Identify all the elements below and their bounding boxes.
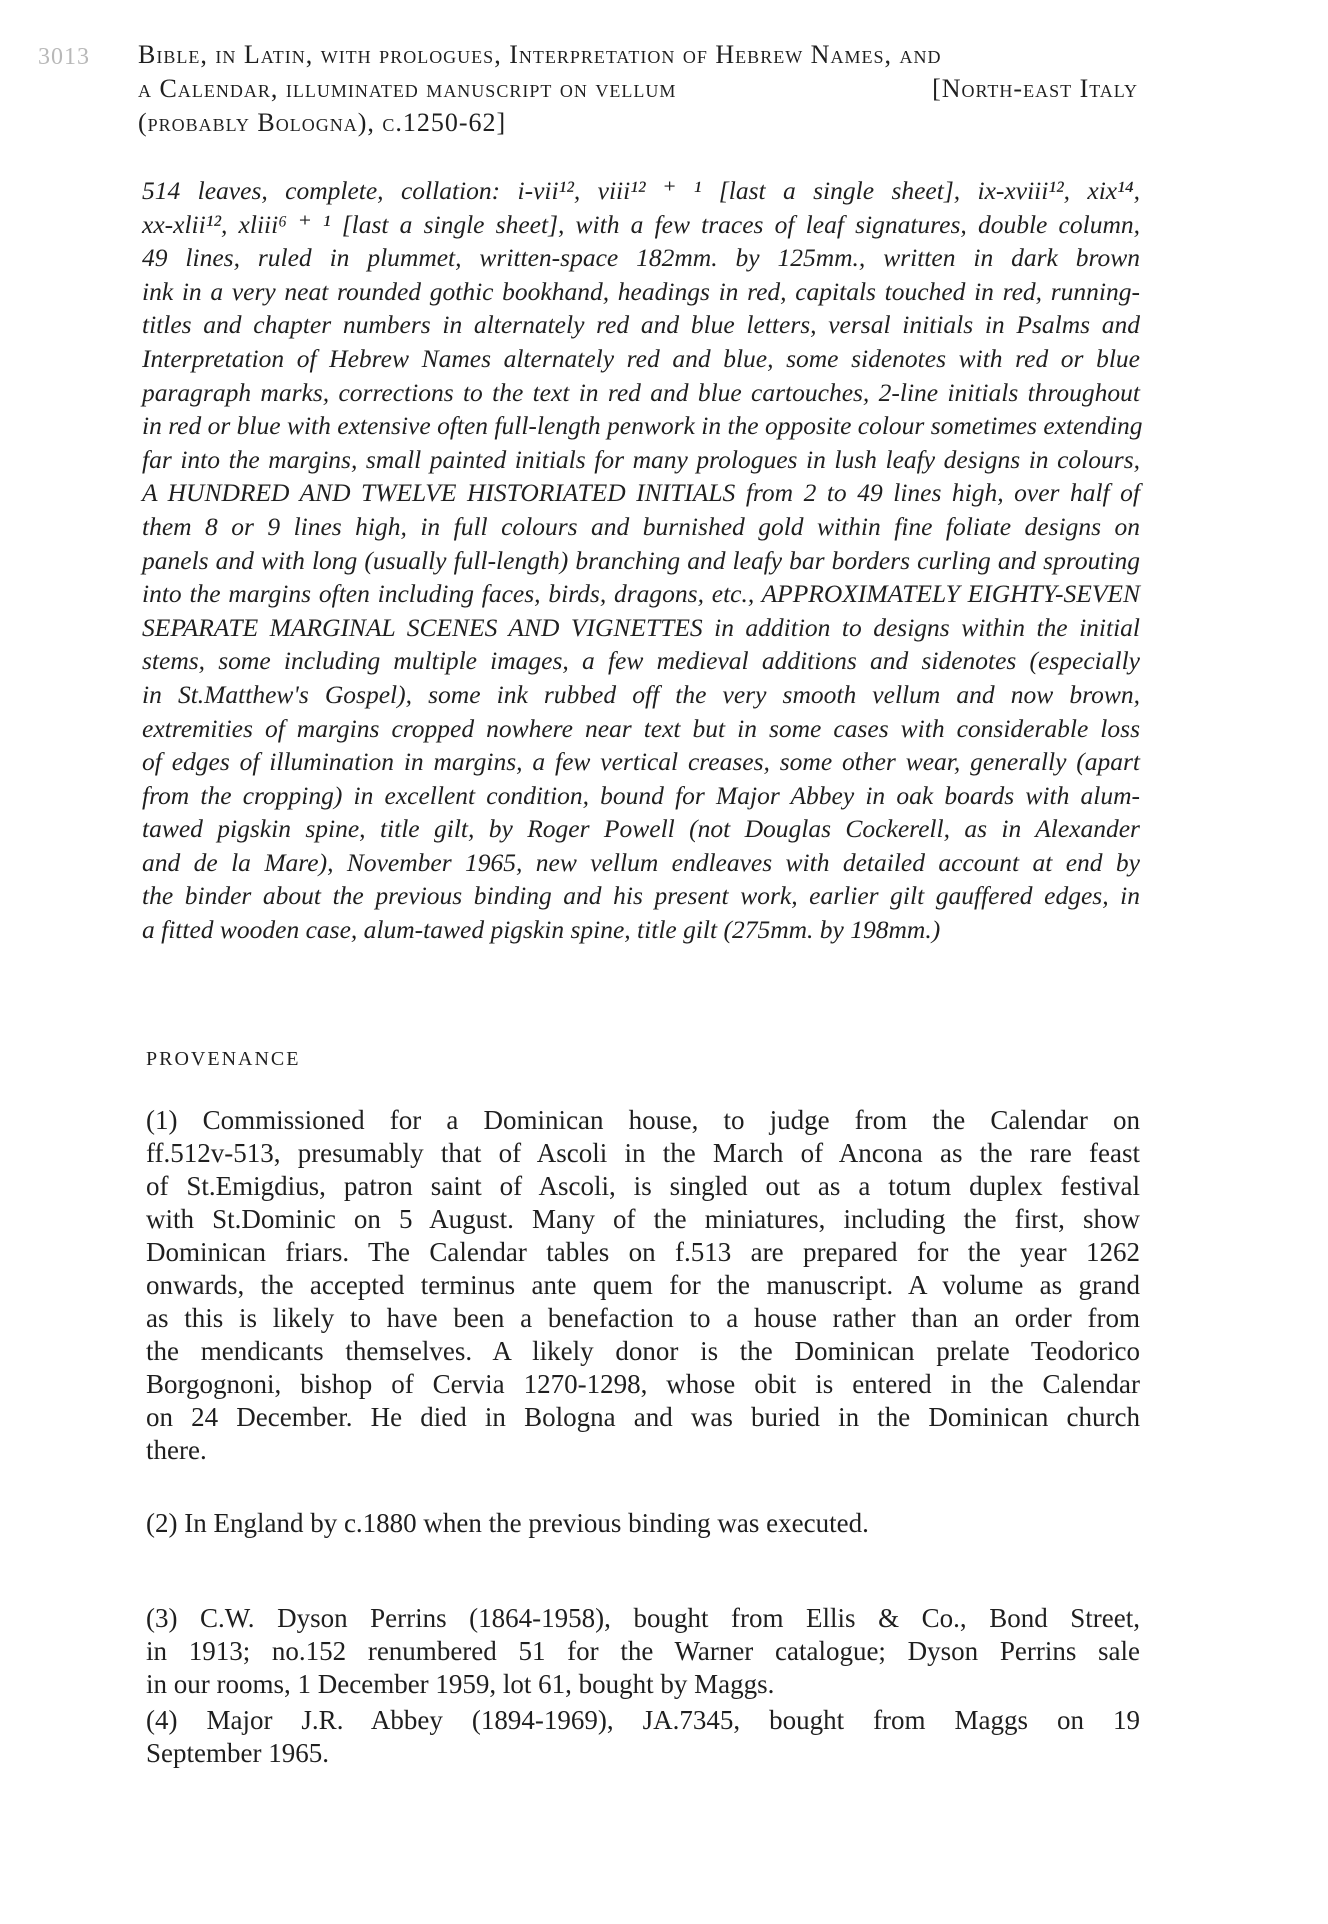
- description-line: panels and with long (usually full-length) branching and leafy bar borders curling and sprouting: [142, 545, 1140, 575]
- provenance-1-line: onwards, the accepted terminus ante quem for the manuscript. A volume as grand: [146, 1270, 1140, 1300]
- description-line: titles and chapter numbers in alternately red and blue letters, versal initials in Psalms and: [142, 310, 1140, 340]
- provenance-3-line: in 1913; no.152 renumbered 51 for the Warner catalogue; Dyson Perrins sale: [146, 1636, 1140, 1666]
- description-line: a fitted wooden case, alum-tawed pigskin spine, title gilt (275mm. by 198mm.): [142, 915, 941, 945]
- lot-heading: [138, 38, 1138, 140]
- description-line: into the margins often including faces, birds, dragons, etc., APPROXIMATELY EIGHTY-SEVEN: [142, 579, 1140, 609]
- provenance-1-line: ff.512v-513, presumably that of Ascoli in the March of Ancona as the rare feast: [146, 1138, 1140, 1168]
- lot-number: 3013: [38, 44, 90, 70]
- provenance-1-line: the mendicants themselves. A likely donor is the Dominican prelate Teodorico: [146, 1336, 1140, 1366]
- provenance-2-line: (2) In England by c.1880 when the previous binding was executed.: [146, 1508, 869, 1538]
- heading-line-2-right: [North-east Italy: [932, 74, 1138, 103]
- description-line: the binder about the previous binding and his present work, earlier gilt gauffered edges, in: [142, 881, 1140, 911]
- description-line: SEPARATE MARGINAL SCENES AND VIGNETTES in addition to designs within the initial: [142, 612, 1140, 642]
- description-line: in red or blue with extensive often full-length penwork in the opposite colour sometimes extending: [142, 411, 1143, 441]
- provenance-entry-1: [146, 1104, 1140, 1467]
- provenance-1-line: there.: [146, 1435, 207, 1465]
- provenance-1-line: as this is likely to have been a benefaction to a house rather than an order from: [146, 1303, 1140, 1333]
- description-line: far into the margins, small painted initials for many prologues in lush leafy designs in colours,: [142, 444, 1140, 474]
- provenance-3-line: (3) C.W. Dyson Perrins (1864-1958), bought from Ellis & Co., Bond Street,: [146, 1603, 1140, 1633]
- description-line: stems, some including multiple images, a few medieval additions and sidenotes (especially: [142, 646, 1140, 676]
- provenance-1-line: with St.Dominic on 5 August. Many of the miniatures, including the first, show: [146, 1204, 1140, 1234]
- provenance-1-line: Borgognoni, bishop of Cervia 1270-1298, whose obit is entered in the Calendar: [146, 1369, 1140, 1399]
- description-line: 49 lines, ruled in plummet, written-space 182mm. by 125mm., written in dark brown: [142, 243, 1140, 273]
- provenance-1-line: Dominican friars. The Calendar tables on f.513 are prepared for the year 1262: [146, 1237, 1140, 1267]
- description-line: and de la Mare), November 1965, new vellum endleaves with detailed account at end by: [142, 847, 1140, 877]
- provenance-entry-4: [146, 1704, 1140, 1770]
- description-line: them 8 or 9 lines high, in full colours and burnished gold within fine foliate designs on: [142, 511, 1140, 541]
- heading-line-1: Bible, in Latin, with prologues, Interpretation of Hebrew Names, and: [138, 40, 942, 69]
- provenance-heading: PROVENANCE: [146, 1048, 301, 1070]
- description-line: 514 leaves, complete, collation: i-vii¹², viii¹² ⁺ ¹ [last a single sheet], ix-xviii¹², xix¹⁴,: [142, 176, 1140, 205]
- provenance-entry-3: [146, 1602, 1140, 1701]
- provenance-entry-2: [146, 1507, 1140, 1540]
- description-line: paragraph marks, corrections to the text in red and blue cartouches, 2-line initials throughout: [142, 377, 1140, 407]
- provenance-1-line: of St.Emigdius, patron saint of Ascoli, is singled out as a totum duplex festival: [146, 1171, 1140, 1201]
- description-line: extremities of margins cropped nowhere near text but in some cases with considerable loss: [142, 713, 1140, 743]
- description-line: Interpretation of Hebrew Names alternately red and blue, some sidenotes with red or blue: [142, 343, 1140, 373]
- description-line: in St.Matthew's Gospel), some ink rubbed off the very smooth vellum and now brown,: [142, 679, 1140, 709]
- description-line: tawed pigskin spine, title gilt, by Roger Powell (not Douglas Cockerell, as in Alexander: [142, 814, 1140, 844]
- description-line: from the cropping) in excellent condition, bound for Major Abbey in oak boards with alum-: [142, 780, 1140, 810]
- description-line: of edges of illumination in margins, a few vertical creases, some other wear, generally (apart: [142, 747, 1140, 777]
- heading-line-3: (probably Bologna), c.1250-62]: [138, 108, 507, 137]
- description-line: A HUNDRED AND TWELVE HISTORIATED INITIALS from 2 to 49 lines high, over half of: [142, 478, 1140, 508]
- heading-line-2-left: a Calendar, illuminated manuscript on vellum: [138, 74, 677, 103]
- provenance-1-line: on 24 December. He died in Bologna and was buried in the Dominican church: [146, 1402, 1140, 1432]
- description-paragraph: [142, 174, 1143, 947]
- description-line: ink in a very neat rounded gothic bookhand, headings in red, capitals touched in red, running-: [142, 276, 1140, 306]
- provenance-4-line: September 1965.: [146, 1738, 329, 1768]
- heading-line-2: [138, 72, 1138, 106]
- provenance-4-line: (4) Major J.R. Abbey (1894-1969), JA.7345, bought from Maggs on 19: [146, 1705, 1140, 1735]
- provenance-1-line: (1) Commissioned for a Dominican house, to judge from the Calendar on: [146, 1105, 1140, 1135]
- description-line: xx-xlii¹², xliii⁶ ⁺ ¹ [last a single sheet], with a few traces of leaf signatures, double column,: [142, 209, 1140, 239]
- provenance-3-line: in our rooms, 1 December 1959, lot 61, bought by Maggs.: [146, 1669, 775, 1699]
